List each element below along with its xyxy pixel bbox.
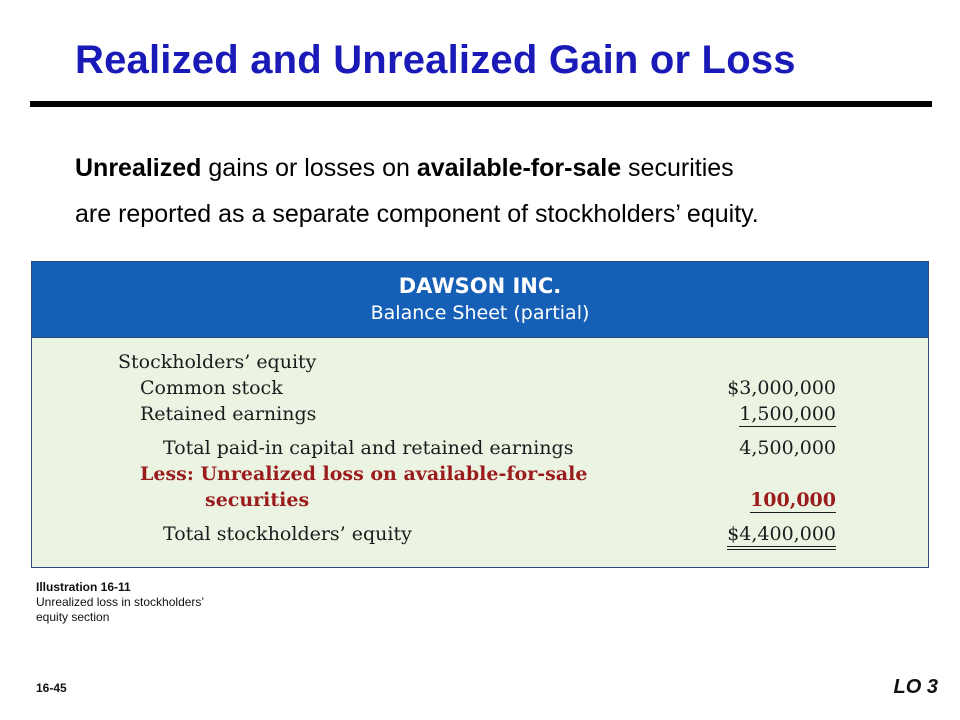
illustration-caption bbox=[36, 580, 204, 625]
statement-title: Balance Sheet (partial) bbox=[370, 302, 590, 324]
common-stock-label: Common stock bbox=[140, 377, 283, 399]
balance-sheet-header bbox=[32, 262, 928, 338]
total-equity-label: Total stockholders’ equity bbox=[163, 523, 412, 545]
total-paid-in-label: Total paid-in capital and retained earnings bbox=[163, 437, 574, 459]
total-paid-in-amount: 4,500,000 bbox=[739, 437, 836, 459]
learning-objective-tag: LO 3 bbox=[893, 676, 938, 698]
total-equity-amount: $4,400,000 bbox=[727, 523, 836, 550]
retained-earnings-amount: 1,500,000 bbox=[739, 403, 836, 425]
balance-sheet-panel bbox=[31, 261, 929, 568]
intro-text bbox=[75, 145, 935, 237]
intro-bold-afs: available-for-sale bbox=[416, 154, 622, 182]
intro-line-1 bbox=[75, 145, 935, 191]
intro-bold-unrealized: Unrealized bbox=[75, 154, 202, 182]
company-name: DAWSON INC. bbox=[398, 274, 562, 298]
common-stock-amount: $3,000,000 bbox=[727, 377, 836, 399]
retained-earnings-label: Retained earnings bbox=[140, 403, 317, 425]
intro-line-2: are reported as a separate component of stockholders’ equity. bbox=[75, 200, 759, 228]
intro-text-2: securities bbox=[621, 154, 734, 182]
intro-text-1: gains or losses on bbox=[201, 154, 417, 182]
caption-title: Illustration 16-11 bbox=[36, 580, 131, 594]
caption-line-1: Unrealized loss in stockholders’ bbox=[36, 595, 205, 609]
page-number: 16-45 bbox=[36, 681, 67, 695]
unrealized-loss-label-line1: Less: Unrealized loss on available-for-sale bbox=[140, 463, 588, 485]
section-heading: Stockholders’ equity bbox=[118, 351, 317, 373]
unrealized-loss-label-line2: securities bbox=[205, 489, 310, 511]
caption-line-2: equity section bbox=[36, 610, 110, 624]
unrealized-loss-amount: 100,000 bbox=[750, 489, 836, 511]
slide-title: Realized and Unrealized Gain or Loss bbox=[75, 38, 796, 82]
title-divider bbox=[30, 101, 932, 107]
